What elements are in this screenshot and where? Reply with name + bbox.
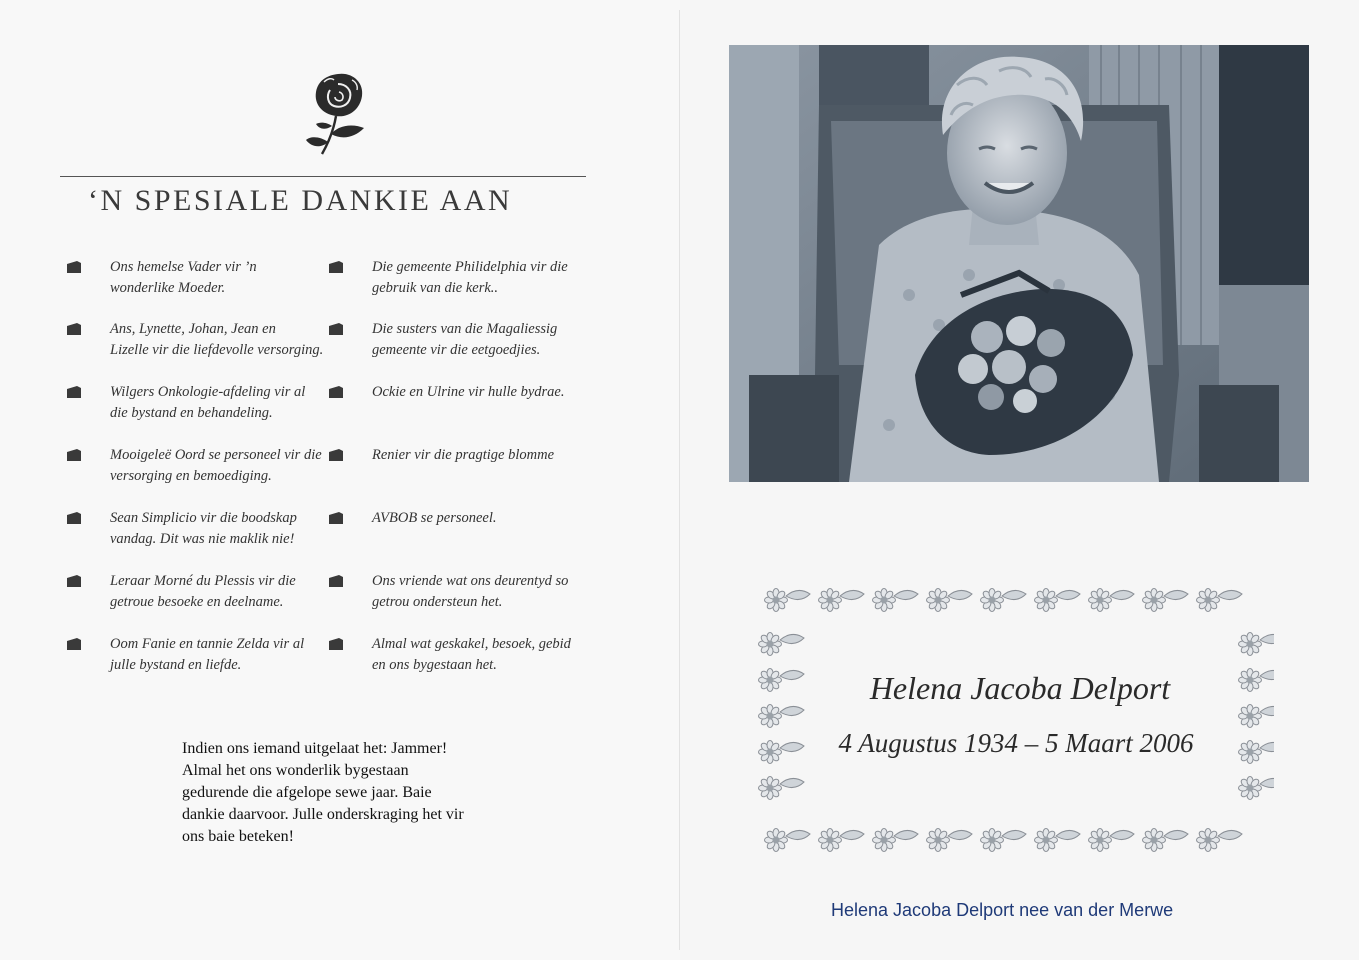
bookmark-bullet-icon <box>67 261 81 273</box>
thanks-item <box>110 634 325 676</box>
flower-ornament-icon <box>759 705 805 728</box>
flower-ornament-icon <box>873 829 919 852</box>
closing-line: Almal het ons wonderlik bygestaan <box>182 762 409 779</box>
thanks-line: die bystand en behandeling. <box>110 405 273 421</box>
flower-ornament-icon <box>1239 741 1275 764</box>
flower-ornament-icon <box>1143 829 1189 852</box>
bookmark-bullet-icon <box>67 449 81 461</box>
thanks-line: Die gemeente Philidelphia vir die <box>372 259 568 275</box>
thanks-line: Lizelle vir die liefdevolle versorging. <box>110 342 324 358</box>
bookmark-bullet-icon <box>67 386 81 398</box>
flower-ornament-icon <box>759 669 805 692</box>
flower-ornament-icon <box>819 829 865 852</box>
thanks-line: vandag. Dit was nie maklik nie! <box>110 531 295 547</box>
flower-ornament-icon <box>927 829 973 852</box>
thanks-line: Wilgers Onkologie-afdeling vir al <box>110 384 306 400</box>
thanks-item <box>372 319 587 361</box>
flower-ornament-icon <box>1197 829 1243 852</box>
thanks-line: versorging en bemoediging. <box>110 468 272 484</box>
thanks-line: wonderlike Moeder. <box>110 280 226 296</box>
thanks-line: Oom Fanie en tannie Zelda vir al <box>110 636 305 652</box>
thanks-line: Mooigeleë Oord se personeel vir die <box>110 447 322 463</box>
thanks-item <box>110 319 325 361</box>
thanks-item <box>110 257 325 299</box>
thanks-line: getrou ondersteun het. <box>372 594 503 610</box>
flower-ornament-icon <box>1239 669 1275 692</box>
thanks-item <box>110 508 325 550</box>
thanks-item <box>372 257 587 299</box>
heading-rule <box>60 176 586 177</box>
bookmark-bullet-icon <box>329 575 343 587</box>
closing-line: dankie daarvoor. Julle onderskraging het vir <box>182 806 464 823</box>
portrait-photo <box>729 45 1309 482</box>
deceased-name: Helena Jacoba Delport <box>869 670 1171 706</box>
bookmark-bullet-icon <box>67 638 81 650</box>
flower-ornament-icon <box>765 829 811 852</box>
thanks-line: Renier vir die pragtige blomme <box>372 447 555 463</box>
thanks-line: AVBOB se personeel. <box>372 510 497 526</box>
closing-line: Indien ons iemand uitgelaat het: Jammer! <box>182 740 448 757</box>
bookmark-bullet-icon <box>329 323 343 335</box>
flower-ornament-icon <box>981 589 1027 612</box>
thanks-item <box>372 571 587 613</box>
thanks-line: Ons vriende wat ons deurentyd so <box>372 573 569 589</box>
thanks-item <box>372 445 587 466</box>
thanks-line: julle bystand en liefde. <box>110 657 242 673</box>
thanks-line: gemeente vir die eetgoedjies. <box>372 342 541 358</box>
thanks-item <box>372 382 587 403</box>
bookmark-bullet-icon <box>329 512 343 524</box>
bookmark-bullet-icon <box>329 638 343 650</box>
thanks-item <box>110 571 325 613</box>
thanks-item <box>372 634 587 676</box>
thanks-line: gebruik van die kerk.. <box>372 280 499 296</box>
thanks-line: getroue besoeke en deelname. <box>110 594 284 610</box>
flower-ornament-icon <box>759 633 805 656</box>
flower-ornament-icon <box>1239 777 1275 800</box>
flower-ornament-icon <box>759 741 805 764</box>
flower-ornament-icon <box>1239 705 1275 728</box>
flower-ornament-icon <box>759 777 805 800</box>
page-heading: ‘N SPESIALE DANKIE AAN <box>88 184 513 217</box>
flower-ornament-icon <box>1089 829 1135 852</box>
flower-ornament-icon <box>1197 589 1243 612</box>
thanks-line: en ons bygestaan het. <box>372 657 497 673</box>
bookmark-bullet-icon <box>329 449 343 461</box>
thanks-item <box>110 382 325 424</box>
closing-line: ons baie beteken! <box>182 828 294 845</box>
flower-ornament-icon <box>819 589 865 612</box>
life-dates: 4 Augustus 1934 – 5 Maart 2006 <box>838 728 1194 758</box>
flower-ornament-icon <box>765 589 811 612</box>
thanks-line: Die susters van die Magaliessig <box>372 321 558 337</box>
thanks-item <box>110 445 325 487</box>
flower-ornament-icon <box>1143 589 1189 612</box>
flower-ornament-icon <box>1035 589 1081 612</box>
bookmark-bullet-icon <box>329 386 343 398</box>
thanks-line: Ans, Lynette, Johan, Jean en <box>110 321 276 337</box>
flower-border-frame <box>754 584 1274 856</box>
closing-line: gedurende die afgelope sewe jaar. Baie <box>182 784 432 801</box>
bookmark-bullet-icon <box>329 261 343 273</box>
flower-ornament-icon <box>1089 589 1135 612</box>
thanks-item <box>372 508 587 529</box>
flower-ornament-icon <box>1035 829 1081 852</box>
bookmark-bullet-icon <box>67 512 81 524</box>
bookmark-bullet-icon <box>67 323 81 335</box>
closing-paragraph <box>182 738 512 848</box>
thanks-line: Almal wat geskakel, besoek, gebid <box>372 636 571 652</box>
rose-icon <box>302 66 374 158</box>
bookmark-bullet-icon <box>67 575 81 587</box>
thanks-line: Ockie en Ulrine vir hulle bydrae. <box>372 384 565 400</box>
flower-ornament-icon <box>1239 633 1275 656</box>
flower-ornament-icon <box>927 589 973 612</box>
thanks-line: Ons hemelse Vader vir ’n <box>110 259 257 275</box>
thanks-line: Leraar Morné du Plessis vir die <box>110 573 296 589</box>
photo-caption: Helena Jacoba Delport nee van der Merwe <box>831 900 1174 920</box>
flower-ornament-icon <box>873 589 919 612</box>
thanks-line: Sean Simplicio vir die boodskap <box>110 510 297 526</box>
flower-ornament-icon <box>981 829 1027 852</box>
